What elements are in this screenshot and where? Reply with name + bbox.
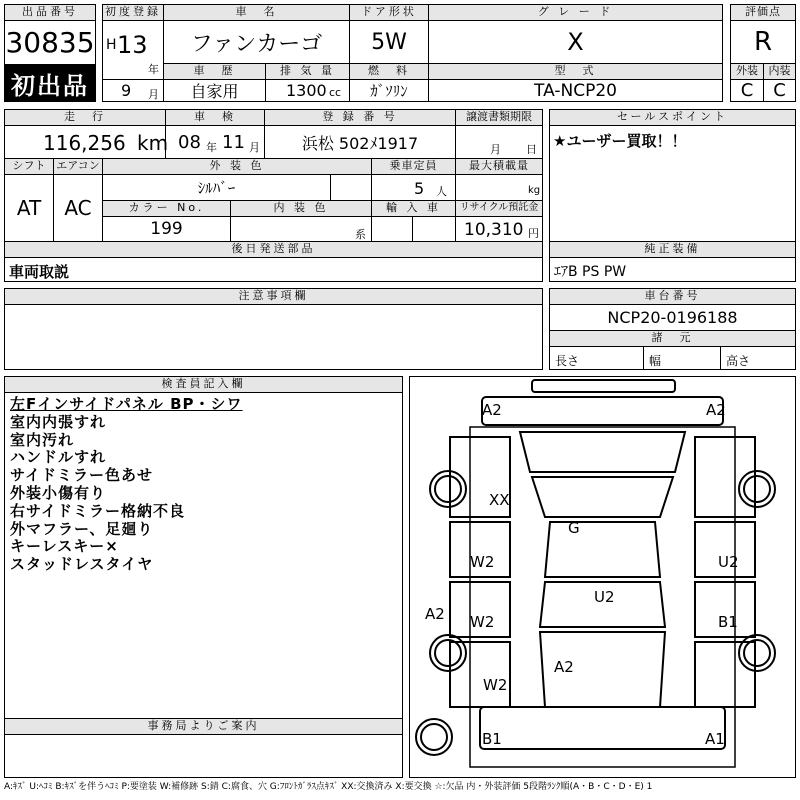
sales-point-box [549,125,796,243]
dims-label: 諸 元 [549,330,796,347]
interior-color-cell [230,216,372,242]
recycle-deposit: 10,310 [464,220,524,240]
car-diagram-frame [409,376,796,778]
inspector-line: サイドミラー色あせ [10,466,153,485]
inspector-line: ハンドルすれ [10,448,107,467]
import-label: 輸 入 車 [371,200,456,217]
mark-bumper-left: B1 [482,730,502,748]
exterior-grade: C [740,80,754,101]
mark-trunk: A2 [554,658,574,676]
shift: AT [16,196,42,220]
inspection-month: 11 [222,132,245,153]
exterior-color-cell [102,174,331,201]
interior-color-unit: 系 [355,228,366,241]
exterior-color-label: 外 装 色 [102,158,372,175]
capacity-cell [371,174,456,201]
ac-label: エアコン [53,158,103,175]
inspector-box [4,392,403,719]
transfer-doc-label: 譲渡書類期限 [455,109,543,126]
displacement-unit: cc [329,86,342,99]
mark-door-right-rear: B1 [718,613,738,631]
grade: X [567,28,584,56]
fuel-cell [349,79,429,102]
month-unit: 月 [148,88,159,101]
chassis-cell [549,304,796,331]
door-type: 5W [371,29,407,55]
score-cell [730,20,796,64]
displacement: 1300 [286,81,327,100]
width-cell [643,346,721,370]
grade-label: グ レ ー ド [428,4,723,21]
air-conditioner: AC [64,196,92,220]
inspector-line: 右サイドミラー格納不良 [10,501,185,520]
mileage-cell [4,125,169,159]
mileage: 116,256 [43,131,126,155]
history-label: 車 歴 [163,63,266,80]
history-cell [163,79,266,102]
shift-cell [4,174,54,242]
capacity-unit: 人 [436,185,447,198]
mark-bumper-right: A1 [705,730,725,748]
lot-number-cell [4,20,96,65]
score: R [753,27,773,57]
length-cell [549,346,644,370]
sales-point-text: ★ユーザー買取！！ [553,132,687,150]
first-listing-text: 初出品 [11,71,89,100]
mark-roof: G [568,519,580,537]
car-name-label: 車 名 [163,4,350,21]
height-label: 高さ [726,354,751,368]
capacity-label: 乗車定員 [371,158,456,175]
inspector-line: 室内内張すれ [10,412,107,431]
recycle-label: リサイクル預託金 [455,200,543,217]
inspection-cell [165,125,265,159]
exterior-color: ｼﾙﾊﾞｰ [197,179,236,197]
plate-label: 登 録 番 号 [264,109,456,126]
first-registration-cell [102,20,164,80]
parts-cell [4,257,543,282]
mark-front-right: A2 [706,401,726,419]
color-number-cell [102,216,231,242]
mark-quarter-left: A2 [425,605,445,623]
transfer-month-unit: 月 [490,143,501,156]
chassis-label: 車台番号 [549,288,796,305]
notes-box [4,304,543,370]
import-cell-a [371,216,413,242]
score-label: 評価点 [730,4,796,21]
registration-month: 9 [121,81,132,100]
equipment-label: 純正装備 [549,241,796,258]
mark-door-right-front: U2 [718,553,739,571]
grade-cell [428,20,723,64]
import-cell-b [412,216,456,242]
max-load-cell [455,174,543,201]
mileage-unit: km [137,131,169,155]
mark-door-left-front: W2 [470,553,495,571]
car-name: ファンカーゴ [190,31,323,57]
length-label: 長さ [555,354,580,368]
displacement-label: 排 気 量 [265,63,350,80]
inspector-line: キーレスキー× [10,537,119,556]
mileage-label: 走 行 [4,109,166,126]
interior-label: 内装 [763,63,796,80]
equipment-cell [549,257,796,282]
transfer-day-unit: 日 [526,143,537,156]
shift-label: シフト [4,158,54,175]
inspection-year-unit: 年 [206,141,217,154]
model-label: 型 式 [428,63,723,80]
parts-label: 後日発送部品 [4,241,543,258]
inspector-label: 検査員記入欄 [4,376,403,393]
parts-value: 車両取説 [9,263,70,281]
door-cell [349,20,429,64]
car-diagram [410,377,795,777]
car-name-cell [163,20,350,64]
first-registration-label: 初度登録 [102,4,164,21]
exterior-label: 外装 [730,63,764,80]
recycle-cell [455,216,543,242]
plate-number: 浜松 502ﾒ1917 [301,133,419,153]
mark-door-left-rear: W2 [470,613,495,631]
door-label: ドア形状 [349,4,429,21]
width-label: 幅 [649,354,662,368]
max-load-label: 最大積載量 [455,158,543,175]
interior-cell [763,79,796,102]
lot-number: 30835 [5,26,95,59]
lot-number-label: 出品番号 [4,4,96,21]
transfer-doc-cell [455,125,543,159]
mark-center: U2 [594,588,615,606]
color-number-label: カラー No. [102,200,231,217]
exterior-cell [730,79,764,102]
inspector-line: 左Fインサイドパネル BP・シワ [10,395,243,413]
ac-cell [53,174,103,242]
chassis-number: NCP20-0196188 [607,308,738,327]
color-number: 199 [150,219,183,239]
exterior-color-extra-cell [330,174,372,201]
interior-color-label: 内 装 色 [230,200,372,217]
inspection-month-unit: 月 [249,141,260,154]
fuel-label: 燃 料 [349,63,429,80]
model-code: TA-NCP20 [534,80,617,101]
mark-fender-left: XX [489,491,510,509]
year-unit: 年 [148,63,159,76]
sales-point-label: セールスポイント [549,109,796,126]
equipment-value: ｴｱB PS PW [554,264,627,280]
inspector-line: 室内汚れ [10,430,75,449]
office-label: 事務局よりご案内 [4,718,403,735]
mark-rear-left: W2 [483,676,508,694]
inspector-line: 外マフラー、足廻り [10,519,154,538]
recycle-unit: 円 [528,227,539,240]
first-listing-badge [4,64,96,102]
displacement-cell [265,79,350,102]
history: 自家用 [190,82,239,101]
inspector-line: 外装小傷有り [10,484,107,502]
era: H [106,37,117,53]
fuel: ｶﾞｿﾘﾝ [370,82,408,100]
max-load-unit: kg [528,185,541,196]
capacity: 5 [414,179,425,198]
inspection-label: 車 検 [165,109,265,126]
registration-year: 13 [117,31,148,59]
registration-month-cell [102,79,164,102]
plate-cell [264,125,456,159]
interior-grade: C [773,80,786,101]
height-cell [720,346,796,370]
inspection-year: 08 [178,132,201,153]
mark-front-left: A2 [482,401,502,419]
model-cell [428,79,723,102]
office-box [4,734,403,778]
legend: A:ｷｽﾞ U:ﾍｺﾐ B:ｷｽﾞを伴うﾍｺﾐ P:要塗装 W:補修跡 S:錆 C:腐食、穴 G:ﾌﾛﾝﾄｶﾞﾗｽ点ｷｽﾞ XX:交換済み X:要交換 ☆:欠品 内・外装評価 5段階ﾗﾝｸ順(A・B・C・D・E) 1 [4,782,653,792]
notes-label: 注意事項欄 [4,288,543,305]
inspector-line: スタッドレスタイヤ [10,555,154,574]
